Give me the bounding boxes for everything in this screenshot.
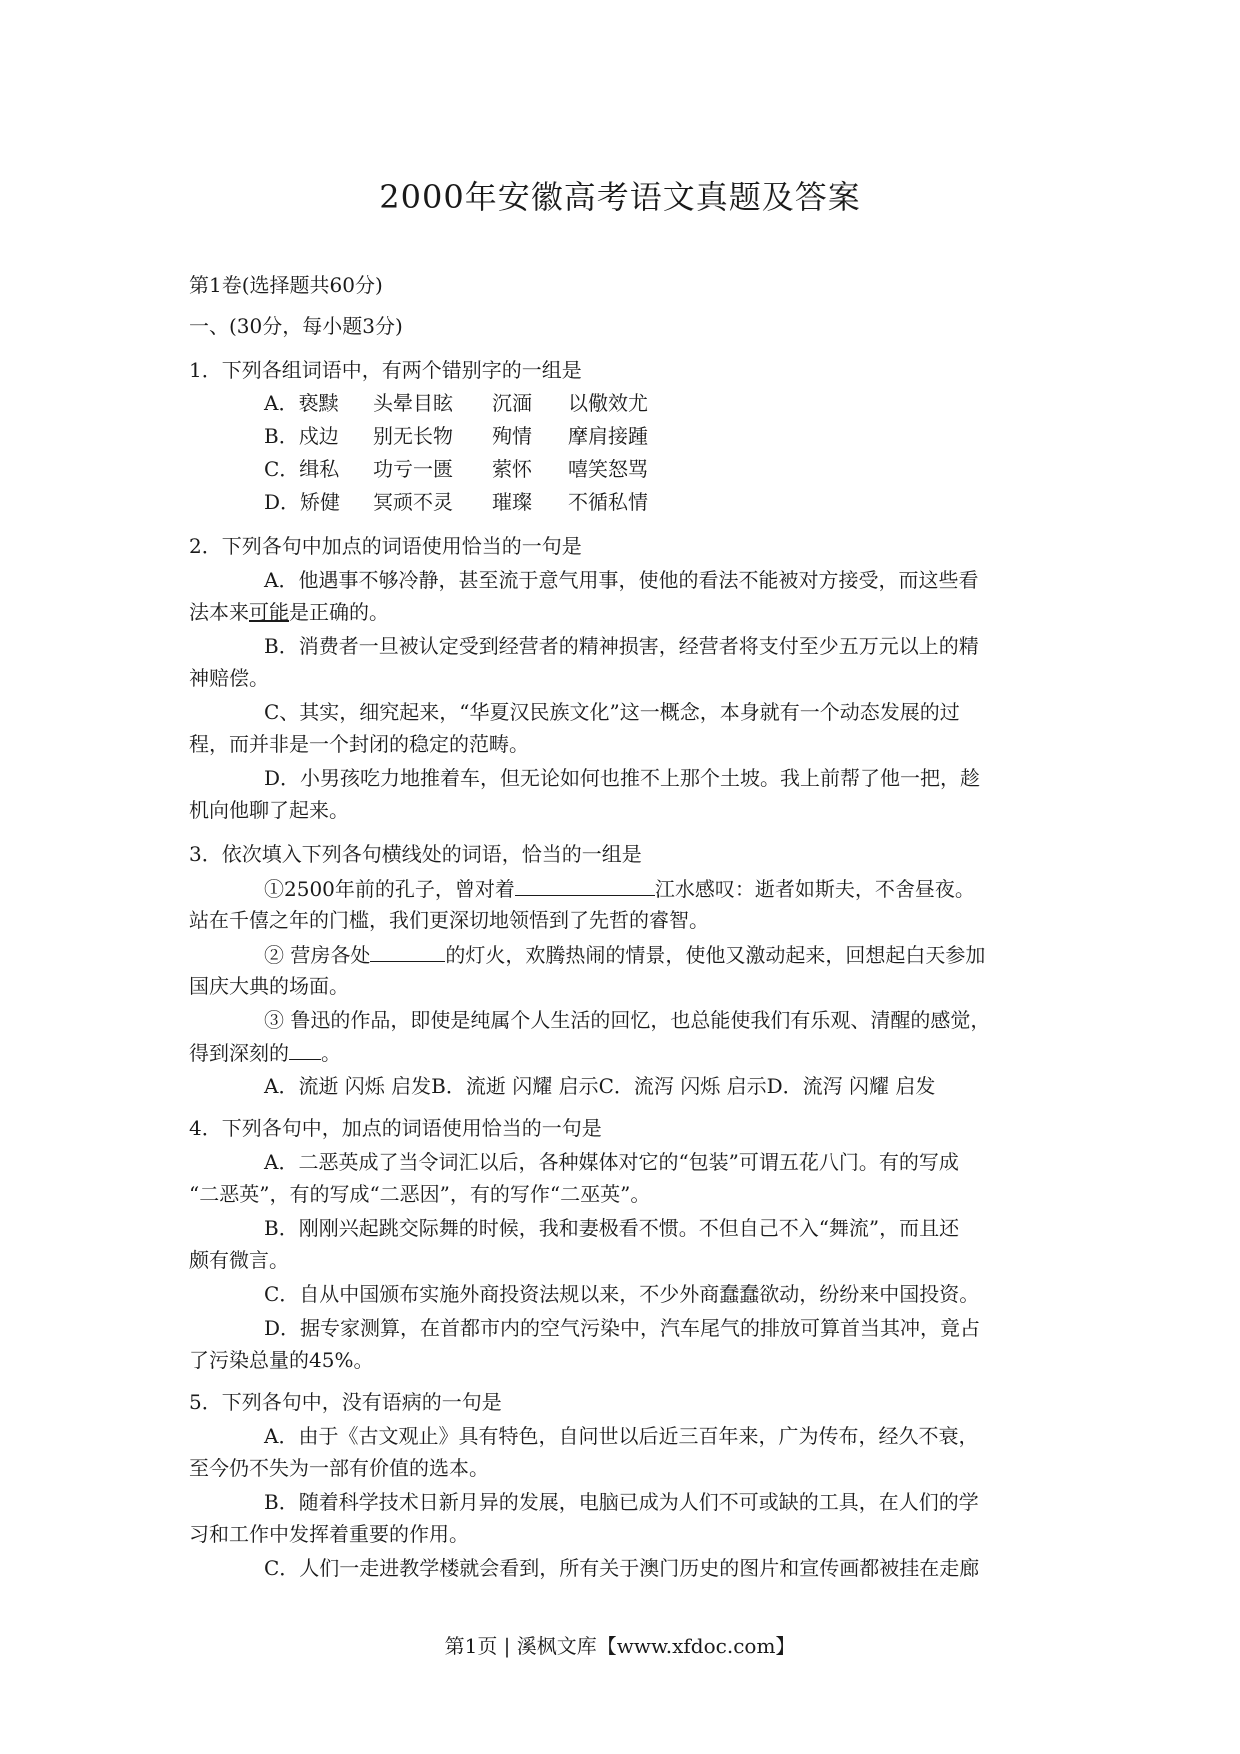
text-run: ② 营房各处 [264,943,371,967]
fill-blank [289,1039,321,1060]
option-cell: 摩肩接踵 [568,424,648,448]
question-5-option-a-cont: 至今仍不失为一部有价值的选本。 [189,1456,489,1480]
part-heading: 一、(30分，每小题3分) [189,314,403,338]
page-footer: 第1页 | 溪枫文库【www.xfdoc.com】 [444,1634,796,1658]
text-run: 的灯火，欢腾热闹的情景，使他又激动起来，回想起白天参加 [445,943,986,967]
question-5-option-c: C．人们一走进教学楼就会看到，所有关于澳门历史的图片和宣传画都被挂在走廊 [264,1556,980,1580]
question-1-stem: 1．下列各组词语中，有两个错别字的一组是 [189,358,582,382]
option-cell: 萦怀 [492,457,532,481]
question-2-option-d-cont: 机向他聊了起来。 [189,798,349,822]
text-run: 江水感叹：逝者如斯夫，不舍昼夜。 [654,877,975,901]
option-cell: C．缉私 [264,457,340,481]
page-title: 2000年安徽高考语文真题及答案 [379,178,861,216]
option-cell: 功亏一匮 [373,457,453,481]
question-5-option-b: B．随着科学技术日新月异的发展，电脑已成为人们不可或缺的工具，在人们的学 [264,1490,979,1514]
section-heading: 第1卷(选择题共60分) [189,273,383,297]
question-5-option-b-cont: 习和工作中发挥着重要的作用。 [189,1522,469,1546]
question-3-sentence-1-cont: 站在千僖之年的门槛，我们更深切地领悟到了先哲的睿智。 [189,908,709,932]
question-2-stem: 2．下列各句中加点的词语使用恰当的一句是 [189,534,582,558]
option-cell: 别无长物 [373,424,453,448]
question-2-option-a: A．他遇事不够冷静，甚至流于意气用事，使他的看法不能被对方接受，而这些看 [264,568,979,592]
question-4-option-b: B．刚刚兴起跳交际舞的时候，我和妻极看不惯。不但自己不入“舞流”，而且还 [264,1216,960,1240]
question-5-option-a: A．由于《古文观止》具有特色，自问世以后近三百年来，广为传布，经久不衰， [264,1424,979,1448]
question-3-sentence-3: ③ 鲁迅的作品，即使是纯属个人生活的回忆，也总能使我们有乐观、清醒的感觉， [264,1008,991,1032]
text-run: 得到深刻的 [189,1041,289,1065]
option-cell: B．戍边 [264,424,339,448]
question-5-stem: 5．下列各句中，没有语病的一句是 [189,1390,502,1414]
question-4-option-a: A．二恶英成了当令词汇以后，各种媒体对它的“包装”可谓五花八门。有的写成 [264,1150,959,1174]
option-cell: 头晕目眩 [373,391,453,415]
question-4-stem: 4．下列各句中，加点的词语使用恰当的一句是 [189,1116,602,1140]
option-cell: 璀璨 [492,490,532,514]
question-4-option-b-cont: 颇有微言。 [189,1248,289,1272]
option-cell: 不循私情 [568,490,648,514]
option-cell: 殉情 [492,424,532,448]
question-3-sentence-3-cont [189,1039,341,1066]
question-3-options: A．流逝 闪烁 启发B．流逝 闪耀 启示C．流泻 闪烁 启示D．流泻 闪耀 启发 [264,1074,936,1098]
text-run: 法本来 [189,600,249,624]
option-cell: D．矫健 [264,490,341,514]
question-4-option-a-cont: “二恶英”，有的写成“二恶因”，有的写作“二巫英”。 [189,1182,651,1206]
question-2-option-a-cont [189,599,389,625]
text-run: 是正确的。 [289,600,389,624]
fill-blank [370,941,445,962]
question-3-sentence-2 [264,941,985,968]
underlined-word: 可能 [249,600,289,624]
option-cell: 冥顽不灵 [373,490,453,514]
question-3-stem: 3．依次填入下列各句横线处的词语，恰当的一组是 [189,842,642,866]
question-3-sentence-2-cont: 国庆大典的场面。 [189,974,349,998]
option-cell: 以儆效尤 [568,391,648,415]
text-run: ①2500年前的孔子，曾对着 [264,877,515,901]
option-cell: A．亵黩 [264,391,339,415]
question-4-option-d: D．据专家测算，在首都市内的空气污染中，汽车尾气的排放可算首当其冲，竟占 [264,1316,981,1340]
text-run: 。 [321,1041,341,1065]
question-2-option-c-cont: 程，而并非是一个封闭的稳定的范畴。 [189,732,529,756]
fill-blank [515,875,655,896]
option-cell: 嘻笑怒骂 [568,457,648,481]
question-2-option-b: B．消费者一旦被认定受到经营者的精神损害，经营者将支付至少五万元以上的精 [264,634,979,658]
question-2-option-d: D．小男孩吃力地推着车，但无论如何也推不上那个土坡。我上前帮了他一把，趁 [264,766,981,790]
question-4-option-c: C．自从中国颁布实施外商投资法规以来，不少外商蠢蠢欲动，纷纷来中国投资。 [264,1282,980,1306]
question-2-option-c: C、其实，细究起来，“华夏汉民族文化”这一概念，本身就有一个动态发展的过 [264,700,960,724]
question-2-option-b-cont: 神赔偿。 [189,666,269,690]
question-4-option-d-cont: 了污染总量的45%。 [189,1348,374,1372]
question-3-sentence-1 [264,875,975,902]
option-cell: 沉湎 [492,391,532,415]
